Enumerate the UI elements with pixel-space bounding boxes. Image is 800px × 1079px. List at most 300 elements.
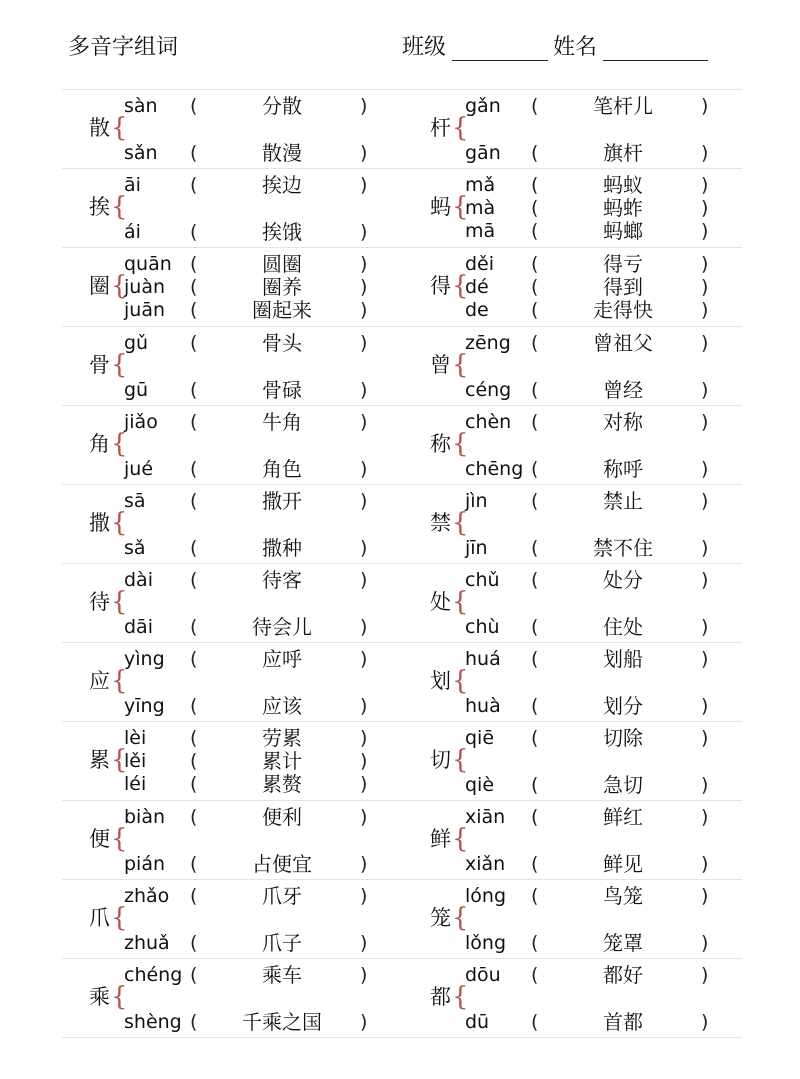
- close-paren: ): [701, 197, 709, 219]
- polyphone-entry: [403, 169, 743, 247]
- example-word: 划船: [603, 647, 643, 671]
- close-paren: ): [360, 853, 368, 875]
- pinyin-label: qiē: [465, 727, 495, 749]
- reading-line: [403, 536, 743, 560]
- open-paren: (: [190, 569, 198, 591]
- pinyin-label: mā: [465, 220, 496, 242]
- reading-line: [403, 931, 743, 955]
- open-paren: (: [531, 142, 539, 164]
- open-paren: (: [190, 221, 198, 243]
- reading-line: [403, 884, 743, 908]
- headword-char: 散: [89, 116, 110, 140]
- polyphone-entry: [62, 485, 402, 563]
- reading-line: [403, 805, 743, 829]
- pinyin-label: gǎn: [465, 95, 501, 117]
- example-word: 禁不住: [593, 536, 653, 560]
- close-paren: ): [701, 174, 709, 196]
- reading-line: [403, 410, 743, 434]
- close-paren: ): [360, 569, 368, 591]
- reading-line: [403, 252, 743, 276]
- pinyin-label: lǒng: [465, 932, 507, 954]
- name-field: [553, 30, 708, 61]
- example-word: 占便宜: [252, 852, 312, 876]
- close-paren: ): [701, 1011, 709, 1033]
- headword-char: 角: [89, 432, 110, 456]
- reading-line: [403, 852, 743, 876]
- reading-line: [62, 749, 402, 773]
- example-word: 便利: [262, 805, 302, 829]
- pinyin-label: mǎ: [465, 174, 496, 196]
- close-paren: ): [360, 616, 368, 638]
- reading-line: [403, 141, 743, 165]
- pinyin-label: pián: [124, 853, 166, 875]
- open-paren: (: [190, 773, 198, 795]
- pinyin-label: sǎn: [124, 142, 158, 164]
- close-paren: ): [701, 806, 709, 828]
- example-word: 累赘: [262, 772, 302, 796]
- example-word: 划分: [603, 694, 643, 718]
- headword-char: 笼: [430, 906, 451, 930]
- close-paren: ): [360, 750, 368, 772]
- example-word: 笔杆儿: [593, 94, 653, 118]
- example-word: 爪牙: [262, 884, 302, 908]
- polyphone-entry: [403, 801, 743, 879]
- open-paren: (: [531, 853, 539, 875]
- headword-char: 都: [430, 985, 451, 1009]
- close-paren: ): [360, 806, 368, 828]
- pinyin-label: dài: [124, 569, 153, 591]
- example-word: 禁止: [603, 489, 643, 513]
- close-paren: ): [360, 648, 368, 670]
- close-paren: ): [701, 727, 709, 749]
- pinyin-label: āi: [124, 174, 141, 196]
- polyphone-entry: [62, 880, 402, 958]
- pinyin-label: chéng: [124, 964, 183, 986]
- reading-line: [62, 772, 402, 796]
- pinyin-label: sǎ: [124, 537, 146, 559]
- class-field: [402, 30, 548, 61]
- open-paren: (: [531, 411, 539, 433]
- example-word: 住处: [603, 615, 643, 639]
- open-paren: (: [190, 299, 198, 321]
- headword-char: 挨: [89, 195, 110, 219]
- headword-char: 蚂: [430, 195, 451, 219]
- brace-icon: {: [452, 113, 469, 143]
- reading-line: [62, 141, 402, 165]
- table-row: [62, 642, 742, 721]
- brace-icon: {: [452, 271, 469, 301]
- close-paren: ): [701, 299, 709, 321]
- open-paren: (: [531, 648, 539, 670]
- pinyin-label: dé: [465, 276, 489, 298]
- headword-char: 待: [89, 590, 110, 614]
- open-paren: (: [531, 537, 539, 559]
- reading-line: [403, 647, 743, 671]
- reading-line: [62, 805, 402, 829]
- brace-icon: {: [452, 508, 469, 538]
- pinyin-label: yìng: [124, 648, 165, 670]
- name-label: 姓名: [553, 35, 598, 60]
- example-word: 圆圈: [262, 252, 302, 276]
- open-paren: (: [531, 253, 539, 275]
- brace-icon: {: [452, 666, 469, 696]
- reading-line: [403, 457, 743, 481]
- open-paren: (: [190, 806, 198, 828]
- headword-char: 便: [89, 827, 110, 851]
- open-paren: (: [190, 750, 198, 772]
- headword-char: 切: [430, 748, 451, 772]
- open-paren: (: [190, 490, 198, 512]
- open-paren: (: [531, 569, 539, 591]
- pinyin-label: lóng: [465, 885, 507, 907]
- close-paren: ): [360, 276, 368, 298]
- headword-char: 划: [430, 669, 451, 693]
- pinyin-label: dōu: [465, 964, 501, 986]
- pinyin-label: lèi: [124, 727, 147, 749]
- example-word: 蚂螂: [603, 219, 643, 243]
- reading-line: [62, 489, 402, 513]
- brace-icon: {: [111, 429, 128, 459]
- open-paren: (: [190, 174, 198, 196]
- pinyin-label: qiè: [465, 774, 495, 796]
- close-paren: ): [360, 174, 368, 196]
- pinyin-label: sàn: [124, 95, 158, 117]
- brace-icon: {: [111, 192, 128, 222]
- reading-line: [403, 568, 743, 592]
- close-paren: ): [360, 458, 368, 480]
- example-word: 乘车: [262, 963, 302, 987]
- pinyin-label: chēng: [465, 458, 524, 480]
- pinyin-label: juàn: [124, 276, 166, 298]
- open-paren: (: [531, 95, 539, 117]
- open-paren: (: [190, 332, 198, 354]
- brace-icon: {: [111, 903, 128, 933]
- reading-line: [62, 884, 402, 908]
- open-paren: (: [531, 806, 539, 828]
- reading-line: [403, 773, 743, 797]
- example-word: 鲜见: [603, 852, 643, 876]
- pinyin-label: zhǎo: [124, 885, 170, 907]
- pinyin-label: sā: [124, 490, 146, 512]
- polyphone-entry: [403, 722, 743, 800]
- pinyin-label: ái: [124, 221, 141, 243]
- open-paren: (: [531, 174, 539, 196]
- example-word: 骨碌: [262, 378, 302, 402]
- example-word: 散漫: [262, 141, 302, 165]
- pinyin-label: huá: [465, 648, 501, 670]
- polyphone-entry: [62, 643, 402, 721]
- example-word: 鸟笼: [603, 884, 643, 908]
- reading-line: [62, 94, 402, 118]
- polyphone-entry: [403, 327, 743, 405]
- example-word: 挨饿: [262, 220, 302, 244]
- close-paren: ): [360, 964, 368, 986]
- example-word: 爪子: [262, 931, 302, 955]
- brace-icon: {: [452, 350, 469, 380]
- reading-line: [62, 931, 402, 955]
- headword-char: 乘: [89, 985, 110, 1009]
- table-row: [62, 721, 742, 800]
- example-word: 挨边: [262, 173, 302, 197]
- close-paren: ): [360, 490, 368, 512]
- close-paren: ): [701, 616, 709, 638]
- worksheet-header: [0, 0, 800, 88]
- reading-line: [403, 219, 743, 243]
- example-word: 旗杆: [603, 141, 643, 165]
- polyphone-entry: [403, 485, 743, 563]
- pinyin-label: dāi: [124, 616, 153, 638]
- open-paren: (: [190, 727, 198, 749]
- example-word: 曾祖父: [593, 331, 653, 355]
- reading-line: [62, 852, 402, 876]
- example-word: 撒种: [262, 536, 302, 560]
- close-paren: ): [360, 695, 368, 717]
- brace-icon: {: [111, 982, 128, 1012]
- headword-char: 圈: [89, 274, 110, 298]
- example-word: 称呼: [603, 457, 643, 481]
- close-paren: ): [701, 332, 709, 354]
- brace-icon: {: [111, 271, 128, 301]
- headword-char: 骨: [89, 353, 110, 377]
- example-word: 圈起来: [252, 298, 312, 322]
- reading-line: [403, 94, 743, 118]
- close-paren: ): [360, 773, 368, 795]
- open-paren: (: [531, 727, 539, 749]
- example-word: 千乘之国: [242, 1010, 322, 1034]
- worksheet-title: 多音字组词: [68, 35, 179, 60]
- close-paren: ): [701, 932, 709, 954]
- close-paren: ): [701, 774, 709, 796]
- close-paren: ): [360, 253, 368, 275]
- open-paren: (: [190, 458, 198, 480]
- brace-icon: {: [452, 824, 469, 854]
- reading-line: [62, 173, 402, 197]
- example-word: 牛角: [262, 410, 302, 434]
- class-blank[interactable]: [452, 36, 548, 61]
- reading-line: [62, 694, 402, 718]
- example-word: 首都: [603, 1010, 643, 1034]
- open-paren: (: [531, 299, 539, 321]
- reading-line: [62, 536, 402, 560]
- close-paren: ): [701, 253, 709, 275]
- pinyin-label: céng: [465, 379, 512, 401]
- open-paren: (: [531, 332, 539, 354]
- open-paren: (: [190, 932, 198, 954]
- reading-line: [62, 378, 402, 402]
- headword-char: 鲜: [430, 827, 451, 851]
- reading-line: [62, 1010, 402, 1034]
- example-word: 应该: [262, 694, 302, 718]
- table-row: [62, 484, 742, 563]
- reading-line: [403, 694, 743, 718]
- reading-line: [62, 726, 402, 750]
- example-word: 待会儿: [252, 615, 312, 639]
- example-word: 圈养: [262, 275, 302, 299]
- example-word: 骨头: [262, 331, 302, 355]
- close-paren: ): [701, 490, 709, 512]
- brace-icon: {: [452, 192, 469, 222]
- pinyin-label: shèng: [124, 1011, 182, 1033]
- close-paren: ): [701, 411, 709, 433]
- close-paren: ): [701, 885, 709, 907]
- close-paren: ): [701, 537, 709, 559]
- reading-line: [403, 196, 743, 220]
- pinyin-label: dū: [465, 1011, 490, 1033]
- open-paren: (: [190, 853, 198, 875]
- headword-char: 禁: [430, 511, 451, 535]
- polyphone-entry: [403, 643, 743, 721]
- close-paren: ): [701, 648, 709, 670]
- open-paren: (: [531, 458, 539, 480]
- open-paren: (: [190, 616, 198, 638]
- reading-line: [403, 963, 743, 987]
- example-word: 得亏: [603, 252, 643, 276]
- table-row: [62, 89, 742, 168]
- polyphone-entry: [62, 327, 402, 405]
- close-paren: ): [360, 95, 368, 117]
- close-paren: ): [360, 1011, 368, 1033]
- polyphone-entry: [403, 959, 743, 1037]
- reading-line: [62, 252, 402, 276]
- close-paren: ): [360, 885, 368, 907]
- table-row: [62, 247, 742, 326]
- reading-line: [62, 220, 402, 244]
- table-row: [62, 168, 742, 247]
- pinyin-label: jìn: [465, 490, 488, 512]
- example-word: 笼罩: [603, 931, 643, 955]
- pinyin-label: chǔ: [465, 569, 500, 591]
- open-paren: (: [531, 197, 539, 219]
- close-paren: ): [701, 95, 709, 117]
- reading-line: [62, 275, 402, 299]
- reading-line: [403, 726, 743, 750]
- headword-char: 杆: [430, 116, 451, 140]
- pinyin-label: jīn: [465, 537, 488, 559]
- close-paren: ): [360, 332, 368, 354]
- polyphone-entry: [403, 90, 743, 168]
- example-word: 处分: [603, 568, 643, 592]
- close-paren: ): [701, 695, 709, 717]
- polyphone-entry: [403, 880, 743, 958]
- open-paren: (: [531, 220, 539, 242]
- polyphone-entry: [403, 406, 743, 484]
- open-paren: (: [190, 695, 198, 717]
- brace-icon: {: [111, 508, 128, 538]
- open-paren: (: [531, 490, 539, 512]
- example-word: 急切: [603, 773, 643, 797]
- reading-line: [62, 457, 402, 481]
- close-paren: ): [360, 221, 368, 243]
- headword-char: 得: [430, 274, 451, 298]
- open-paren: (: [190, 885, 198, 907]
- close-paren: ): [360, 727, 368, 749]
- close-paren: ): [701, 458, 709, 480]
- brace-icon: {: [452, 982, 469, 1012]
- polyphone-entry: [62, 722, 402, 800]
- polyphone-entry: [62, 248, 402, 326]
- pinyin-label: gān: [465, 142, 501, 164]
- close-paren: ): [701, 853, 709, 875]
- pinyin-label: chù: [465, 616, 500, 638]
- brace-icon: {: [111, 745, 128, 775]
- open-paren: (: [190, 95, 198, 117]
- brace-icon: {: [111, 113, 128, 143]
- example-word: 累计: [262, 749, 302, 773]
- close-paren: ): [360, 537, 368, 559]
- example-word: 对称: [603, 410, 643, 434]
- headword-char: 累: [89, 748, 110, 772]
- pinyin-label: yīng: [124, 695, 165, 717]
- open-paren: (: [531, 964, 539, 986]
- open-paren: (: [190, 253, 198, 275]
- example-word: 切除: [603, 726, 643, 750]
- pinyin-label: gū: [124, 379, 149, 401]
- close-paren: ): [360, 932, 368, 954]
- reading-line: [403, 298, 743, 322]
- polyphone-grid: [62, 89, 742, 1038]
- pinyin-label: zhuǎ: [124, 932, 170, 954]
- open-paren: (: [531, 276, 539, 298]
- pinyin-label: huà: [465, 695, 501, 717]
- open-paren: (: [531, 885, 539, 907]
- brace-icon: {: [111, 666, 128, 696]
- table-row: [62, 958, 742, 1038]
- headword-char: 应: [89, 669, 110, 693]
- pinyin-label: děi: [465, 253, 495, 275]
- pinyin-label: quān: [124, 253, 172, 275]
- headword-char: 曾: [430, 353, 451, 377]
- reading-line: [62, 615, 402, 639]
- pinyin-label: gǔ: [124, 332, 149, 354]
- example-word: 待客: [262, 568, 302, 592]
- table-row: [62, 405, 742, 484]
- example-word: 走得快: [593, 298, 653, 322]
- pinyin-label: jiǎo: [124, 411, 158, 433]
- table-row: [62, 879, 742, 958]
- reading-line: [403, 275, 743, 299]
- close-paren: ): [701, 220, 709, 242]
- reading-line: [62, 647, 402, 671]
- reading-line: [62, 963, 402, 987]
- brace-icon: {: [452, 587, 469, 617]
- headword-char: 撒: [89, 511, 110, 535]
- table-row: [62, 800, 742, 879]
- brace-icon: {: [452, 429, 469, 459]
- close-paren: ): [360, 379, 368, 401]
- polyphone-entry: [62, 959, 402, 1037]
- brace-icon: {: [452, 745, 469, 775]
- example-word: 都好: [603, 963, 643, 987]
- example-word: 蚂蚱: [603, 196, 643, 220]
- polyphone-entry: [62, 90, 402, 168]
- open-paren: (: [190, 1011, 198, 1033]
- class-label: 班级: [402, 35, 447, 60]
- example-word: 应呼: [262, 647, 302, 671]
- table-row: [62, 563, 742, 642]
- polyphone-entry: [62, 406, 402, 484]
- open-paren: (: [190, 648, 198, 670]
- brace-icon: {: [111, 824, 128, 854]
- brace-icon: {: [111, 350, 128, 380]
- pinyin-label: léi: [124, 773, 147, 795]
- pinyin-label: de: [465, 299, 489, 321]
- polyphone-entry: [62, 169, 402, 247]
- headword-char: 称: [430, 432, 451, 456]
- pinyin-label: xiǎn: [465, 853, 506, 875]
- name-blank[interactable]: [603, 36, 708, 61]
- pinyin-label: xiān: [465, 806, 506, 828]
- pinyin-label: biàn: [124, 806, 166, 828]
